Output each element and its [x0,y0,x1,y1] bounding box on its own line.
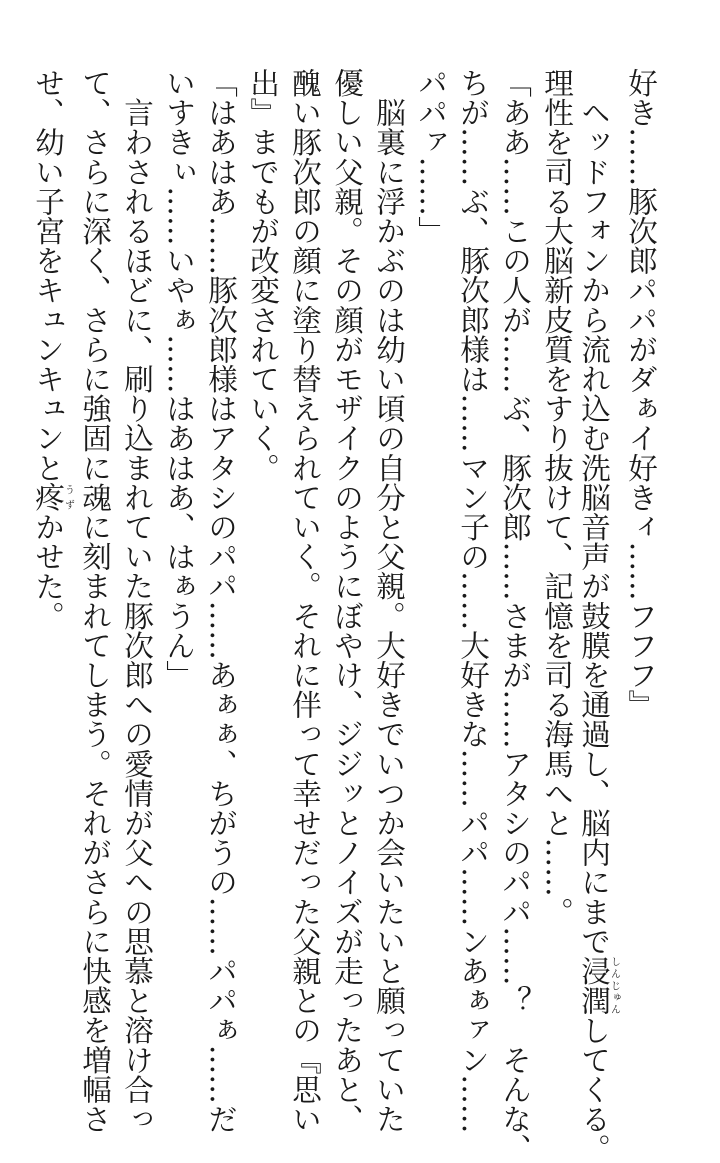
ruby-reading: うず [62,482,74,512]
text-run: 優しい父親。その顔がモザイクのようにぼやけ、ジジッとノイズが走ったあと、 [330,68,364,1134]
text-run: て、さらに深く、さらに強固に魂に刻まれてしまう。それがさらに快感を増幅さ [78,68,112,1134]
text-column [243,68,283,1008]
text-run: かせた。 [31,512,65,631]
text-run: いすきぃ……いやぁ……はあはあ、はぁうん」 [162,68,196,690]
text-run: してくる。 [577,1015,611,1163]
text-run: せ、幼い子宮をキュンキュンと [31,68,65,483]
text-column [537,68,577,1008]
text-run: 醜い豚次郎の顔に塗り替えられていく。それに伴って幸せだった父親との『思い [288,68,322,1134]
text-run: 脳裏に浮かぶのは幼い頃の自分と父親。大好きでいつか会いたいと願っていた [372,68,406,1134]
text-run: パパァ……」 [414,68,448,246]
text-column [33,68,73,1008]
text-column [159,68,199,1008]
text-run: 「ああ……この人が……ぶ、豚次郎……さまが……アタシのパパ……？ そんな、 [498,68,532,1163]
ruby-annotated-word [31,482,74,513]
ruby-reading: しんじゅん [608,956,620,1016]
text-column [75,68,115,1134]
text-run: 理性を司る大脳新皮質をすり抜けて、記憶を司る海馬へと……。 [540,68,574,927]
text-run: 出』までもが改変されていく。 [246,68,280,483]
text-column [411,68,451,1008]
text-column [285,68,325,1134]
ruby-base: 浸潤 [577,956,611,1016]
text-column [577,68,620,1163]
text-column [201,68,241,1134]
text-column [453,68,493,1134]
text-column [327,68,367,1134]
text-run: ヘッドフォンから流れ込む洗脳音声が鼓膜を通過し、脳内にまで [577,68,611,956]
ruby-base: 疼 [31,482,65,513]
ruby-annotated-word [577,956,620,1016]
text-column [369,68,409,1134]
text-column [621,68,661,1008]
text-run: 「はあはあ……豚次郎様はアタシのパパ……あぁぁ、ちがうの……パパぁ……だ [204,68,238,1134]
text-run: 好き……豚次郎パパがダぁイ好きィ……フフフ』 [624,68,658,720]
text-column [495,68,535,1163]
text-run: ちが……ぶ、豚次郎様は……マン子の……大好きな……パパ……ンあぁァン…… [456,68,490,1134]
text-column [117,68,157,1134]
text-run: 言わされるほどに、刷り込まれていた豚次郎への愛情が父への思慕と溶け合っ [120,68,154,1134]
